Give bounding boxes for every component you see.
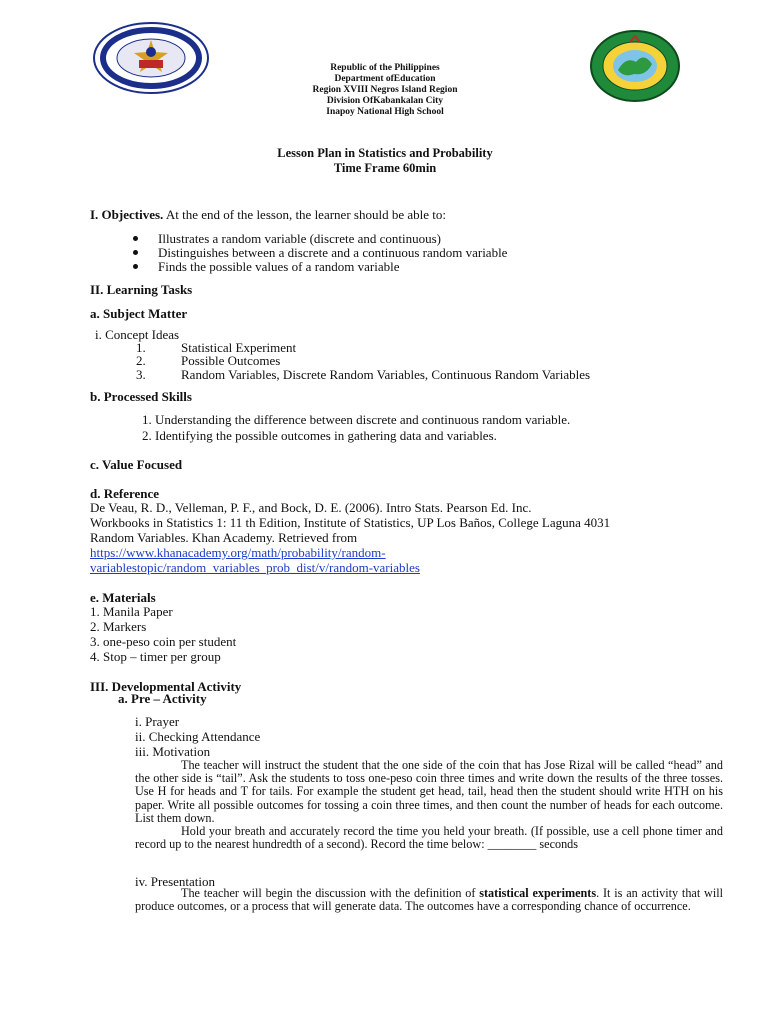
objective-item: Finds the possible values of a random variable: [158, 259, 400, 274]
objectives-intro: At the end of the lesson, the learner should be able to:: [163, 207, 446, 222]
processed-skill-item: 2. Identifying the possible outcomes in gathering data and variables.: [142, 428, 497, 443]
bullet-icon: [133, 236, 138, 241]
concept-item-text: Statistical Experiment: [181, 340, 297, 355]
subject-matter-heading: a. Subject Matter: [90, 306, 188, 321]
header-line: Republic of the Philippines: [330, 63, 440, 73]
deped-seal-logo: [92, 22, 210, 94]
motivation-paragraph-1: The teacher will instruct the student that the one side of the coin that has Jose Rizal will be called “head” and the other side is “tail”. Ask the students to toss one-peso coin three times and write down the results of the three tosses. Use H for heads and T for tails. For example the student get head, tail, head then the student should write HTH on his paper. Write all possible outcomes for tossing a coin three times, and then count the number of heads for each outcome. List them down.: [135, 758, 723, 825]
processed-skills-heading: b. Processed Skills: [90, 389, 192, 404]
activity-step: iii. Motivation: [135, 744, 211, 759]
title-line-2: Time Frame 60min: [333, 161, 437, 175]
reference-line: De Veau, R. D., Velleman, P. F., and Bock, D. E. (2006). Intro Stats. Pearson Ed. Inc.: [90, 500, 532, 515]
material-item: 3. one-peso coin per student: [90, 634, 237, 649]
reference-link-line-2[interactable]: variablestopic/random_variables_prob_dist/v/random-variables: [90, 560, 420, 575]
activity-step: i. Prayer: [135, 714, 180, 729]
pre-activity-heading: a. Pre – Activity: [118, 691, 207, 706]
reference-link[interactable]: [90, 545, 386, 560]
bullet-icon: [133, 250, 138, 255]
title-line-1: Lesson Plan in Statistics and Probability: [277, 146, 493, 160]
material-item: 4. Stop – timer per group: [90, 649, 221, 664]
header-line: Department ofEducation: [334, 74, 436, 84]
reference-line: Random Variables. Khan Academy. Retrieved from: [90, 530, 358, 545]
materials-heading: e. Materials: [90, 590, 156, 605]
document-title: [180, 146, 590, 176]
header-line: Region XVIII Negros Island Region: [312, 85, 458, 95]
school-header: [240, 63, 530, 118]
concept-ideas-label: i. Concept Ideas: [95, 327, 180, 342]
objectives-heading-line: [90, 207, 446, 222]
value-focused-heading: c. Value Focused: [90, 457, 183, 472]
activity-step: ii. Checking Attendance: [135, 729, 261, 744]
concept-item-number: 2.: [136, 353, 146, 368]
concept-item-number: 3.: [136, 367, 146, 382]
learning-tasks-heading: II. Learning Tasks: [90, 282, 193, 297]
material-item: 2. Markers: [90, 619, 147, 634]
presentation-text-pre: The teacher will begin the discussion with the definition of: [181, 886, 480, 900]
presentation-paragraph: [135, 887, 723, 913]
presentation-label: iv. Presentation: [135, 874, 216, 889]
header-line: Division OfKabankalan City: [326, 96, 444, 106]
material-item: 1. Manila Paper: [90, 604, 173, 619]
objective-item: Distinguishes between a discrete and a continuous random variable: [158, 245, 508, 260]
reference-link[interactable]: [90, 560, 420, 575]
bullet-icon: [133, 264, 138, 269]
reference-line: Workbooks in Statistics 1: 11 th Edition, Institute of Statistics, UP Los Baños, College Laguna 4031: [90, 515, 611, 530]
concept-item-number: 1.: [136, 340, 146, 355]
objective-item: Illustrates a random variable (discrete and continuous): [158, 231, 442, 246]
processed-skill-item: 1. Understanding the difference between discrete and continuous random variable.: [142, 412, 571, 427]
motivation-text: [135, 759, 723, 851]
objectives-heading: I. Objectives.: [90, 207, 164, 222]
header-line: Inapoy National High School: [326, 107, 444, 117]
reference-heading: d. Reference: [90, 486, 160, 501]
developmental-heading: III. Developmental Activity: [90, 679, 242, 694]
concept-item-text: Random Variables, Discrete Random Variables, Continuous Random Variables: [181, 367, 591, 382]
negros-island-region-seal-logo: [590, 30, 680, 102]
motivation-paragraph-2: Hold your breath and accurately record the time you held your breath. (If possible, use a cell phone timer and record up to the nearest hundredth of a second). Record the time below: ________ seconds: [135, 824, 723, 852]
presentation-text-post: . It is an activity that will produce outcomes, or a process that will generate data. The outcomes have a corresponding chance of occurrence.: [135, 886, 723, 914]
concept-item-text: Possible Outcomes: [181, 353, 281, 368]
presentation-term: statistical experiments: [479, 886, 597, 900]
presentation-text: [135, 887, 723, 913]
reference-link-line-1[interactable]: https://www.khanacademy.org/math/probability/random-: [90, 545, 386, 560]
